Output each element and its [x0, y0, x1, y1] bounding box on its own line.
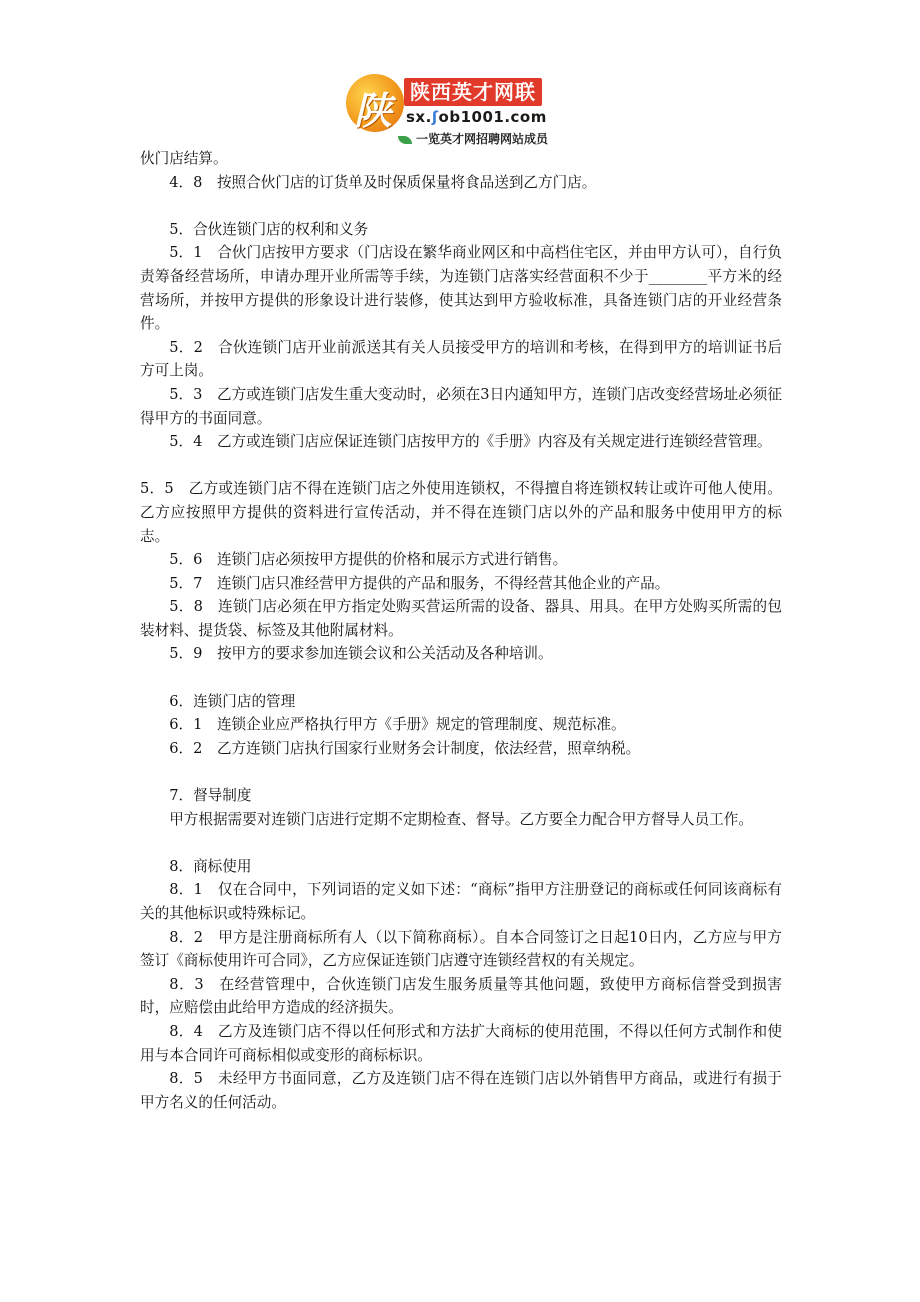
paragraph: 4．8 按照合伙门店的订货单及时保质保量将食品送到乙方门店。	[169, 173, 597, 191]
logo-url	[406, 108, 547, 126]
paragraph: 5．合伙连锁门店的权利和义务	[169, 220, 369, 238]
logo-title: 陕西英才网联	[404, 78, 542, 106]
paragraph: 5．9 按甲方的要求参加连锁会议和公关活动及各种培训。	[169, 645, 553, 663]
paragraph-gap	[140, 454, 782, 478]
paragraph: 5．2 合伙连锁门店开业前派送其有关人员接受甲方的培训和考核，在得到甲方的培训证书后方可上岗。	[140, 338, 782, 380]
paragraph: 8．商标使用	[169, 857, 252, 875]
paragraph: 6．1 连锁企业应严格执行甲方《手册》规定的管理制度、规范标准。	[169, 716, 626, 734]
paragraph: 5．8 连锁门店必须在甲方指定处购买营运所需的设备、器具、用具。在甲方处购买所需的包装材料、提货袋、标签及其他附属材料。	[140, 598, 782, 639]
paragraph: 6．连锁门店的管理	[169, 692, 296, 710]
paragraph-gap	[140, 666, 782, 690]
paragraph: 8．1 仅在合同中，下列词语的定义如下述：“商标”指甲方注册登记的商标或任何同该商标有关的其他标识或特殊标记。	[140, 881, 782, 922]
logo-url-accent: ʃ	[431, 108, 439, 126]
logo-subtitle-text: 一览英才网招聘网站成员	[416, 132, 549, 146]
paragraph: 5．7 连锁门店只准经营甲方提供的产品和服务，不得经营其他企业的产品。	[169, 574, 670, 592]
paragraph: 5．4 乙方或连锁门店应保证连锁门店按甲方的《手册》内容及有关规定进行连锁经营管理。	[169, 433, 772, 451]
logo-subtitle	[398, 130, 548, 147]
paragraph: 8．4 乙方及连锁门店不得以任何形式和方法扩大商标的使用范围，不得以任何方式制作和使用与本合同许可商标相似或变形的商标标识。	[140, 1022, 782, 1064]
paragraph-gap	[140, 194, 782, 218]
logo-emblem	[346, 74, 404, 132]
leaf-icon	[398, 136, 412, 144]
paragraph: 5．1 合伙门店按甲方要求（门店设在繁华商业网区和中高档住宅区，并由甲方认可），自行负责筹备经营场所，申请办理开业所需等手续，为连锁门店落实经营面积不少于________平方米的经营场所，并按甲方提供的形象设计进行装修，使其达到甲方验收标准，具备连锁门店的开业经营条件。	[140, 244, 782, 333]
paragraph-gap	[140, 760, 782, 784]
logo-url-suffix: ob1001.com	[438, 108, 547, 126]
paragraph: 5．5 乙方或连锁门店不得在连锁门店之外使用连锁权，不得擅自将连锁权转让或许可他人使用。乙方应按照甲方提供的资料进行宣传活动，并不得在连锁门店以外的产品和服务中使用甲方的标志。	[140, 480, 782, 545]
paragraph: 伙门店结算。	[140, 150, 228, 167]
document-body	[140, 147, 782, 1114]
paragraph: 8．2 甲方是注册商标所有人（以下简称商标）。自本合同签订之日起10日内，乙方应与甲方签订《商标使用许可合同》，乙方应保证连锁门店遵守连锁经营权的有关规定。	[140, 928, 782, 970]
paragraph-gap	[140, 831, 782, 855]
paragraph: 7．督导制度	[169, 787, 252, 805]
logo-url-prefix: sx.	[406, 108, 432, 126]
site-logo	[346, 70, 586, 150]
paragraph: 8．3 在经营管理中，合伙连锁门店发生服务质量等其他问题，致使甲方商标信誉受到损害时，应赔偿由此给甲方造成的经济损失。	[140, 975, 782, 1017]
paragraph: 5．6 连锁门店必须按甲方提供的价格和展示方式进行销售。	[169, 551, 568, 569]
paragraph: 甲方根据需要对连锁门店进行定期不定期检查、督导。乙方要全力配合甲方督导人员工作。	[169, 810, 753, 828]
paragraph: 5．3 乙方或连锁门店发生重大变动时，必须在3日内通知甲方，连锁门店改变经营场址必须征得甲方的书面同意。	[140, 385, 782, 427]
paragraph: 6．2 乙方连锁门店执行国家行业财务会计制度，依法经营，照章纳税。	[169, 739, 641, 757]
logo-char: 陕	[354, 88, 393, 133]
paragraph: 8．5 未经甲方书面同意，乙方及连锁门店不得在连锁门店以外销售甲方商品，或进行有损于甲方名义的任何活动。	[140, 1070, 782, 1111]
